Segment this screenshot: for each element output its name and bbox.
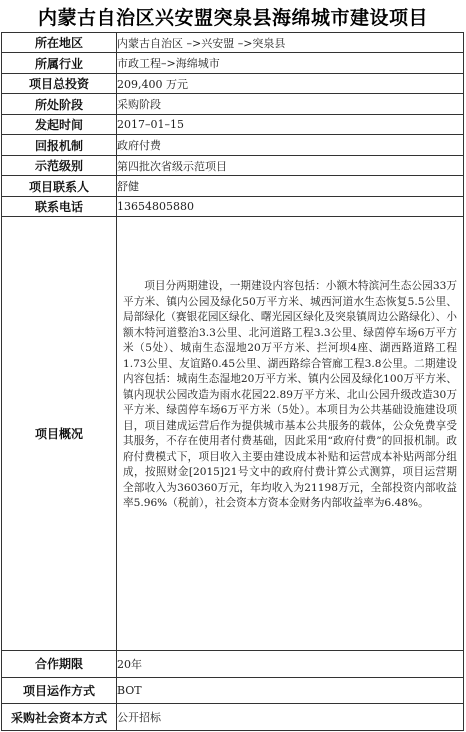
table-row xyxy=(2,704,464,731)
cooperation-period-value: 20年 xyxy=(117,650,464,677)
page-title: 内蒙古自治区兴安盟突泉县海绵城市建设项目 xyxy=(37,6,428,29)
phone-label: 联系电话 xyxy=(2,196,117,216)
procurement-label: 采购社会资本方式 xyxy=(2,704,117,731)
stage-label: 所处阶段 xyxy=(2,94,117,114)
table-row xyxy=(2,176,464,196)
project-info-table xyxy=(1,32,464,731)
table-row xyxy=(2,155,464,175)
table-row xyxy=(2,73,464,93)
table-row xyxy=(2,114,464,134)
cooperation-period-label: 合作期限 xyxy=(2,650,117,677)
operation-mode-label: 项目运作方式 xyxy=(2,677,117,704)
table-row xyxy=(2,217,464,651)
table-row xyxy=(2,53,464,73)
demo-level-label: 示范级别 xyxy=(2,155,117,175)
phone-value: 13654805880 xyxy=(117,196,464,216)
investment-value: 209,400 万元 xyxy=(117,73,464,93)
overview-cell xyxy=(117,217,464,651)
table-row xyxy=(2,650,464,677)
industry-value: 市政工程–>海绵城市 xyxy=(117,53,464,73)
start-time-label: 发起时间 xyxy=(2,114,117,134)
operation-mode-value: BOT xyxy=(117,677,464,704)
overview-text: 项目分两期建设，一期建设内容包括：小额木特滨河生态公园33万平方米、镇内公园及绿化50万平方米、城西河道水生态恢复5.5公里、局部绿化（赛银花园区绿化、曙光园区绿化及突泉镇周边公路绿化）、小额木特河道整治3.3公里、北河道路工程3.3公里、绿茵停车场6万平方米（5处）、城南生态湿地20万平方米、拦河坝4座、湖西路道路工程1.73公里、友谊路0.45公里、湖西路综合管廊工程3.8公里。二期建设内容包括：城南生态湿地20万平方米、镇内公园及绿化100万平方米、镇内现状公园改造为雨水花园22.89万平方米、北山公园升级改造30万平方米、绿茵停车场6万平方米（5处）。本项目为公共基础设施建设项目，项目建成运营后作为提供城市基本公共服务的载体，公众免费享受其服务，不存在使用者付费基础，因此采用“政府付费”的回报机制。政府付费模式下，项目收入主要由建设成本补贴和运营成本补贴两部分组成，按照财金[2015]21号文中的政府付费计算公式测算，项目运营期全部收入为360360万元，年均收入为21198万元，全部投资内部收益率5.96%（税前），社会资本方资本金财务内部收益率为6.48%。 xyxy=(123,280,457,510)
industry-label: 所属行业 xyxy=(2,53,117,73)
demo-level-value: 第四批次省级示范项目 xyxy=(117,155,464,175)
overview-label: 项目概况 xyxy=(2,217,117,651)
location-value: 内蒙古自治区 –>兴安盟 –>突泉县 xyxy=(117,33,464,53)
table-row xyxy=(2,196,464,216)
table-row xyxy=(2,677,464,704)
return-mechanism-value: 政府付费 xyxy=(117,135,464,155)
investment-label: 项目总投资 xyxy=(2,73,117,93)
start-time-value: 2017–01–15 xyxy=(117,114,464,134)
procurement-value: 公开招标 xyxy=(117,704,464,731)
stage-value: 采购阶段 xyxy=(117,94,464,114)
table-row xyxy=(2,94,464,114)
contact-label: 项目联系人 xyxy=(2,176,117,196)
location-label: 所在地区 xyxy=(2,33,117,53)
table-row xyxy=(2,33,464,53)
return-mechanism-label: 回报机制 xyxy=(2,135,117,155)
contact-value: 舒健 xyxy=(117,176,464,196)
table-row xyxy=(2,135,464,155)
